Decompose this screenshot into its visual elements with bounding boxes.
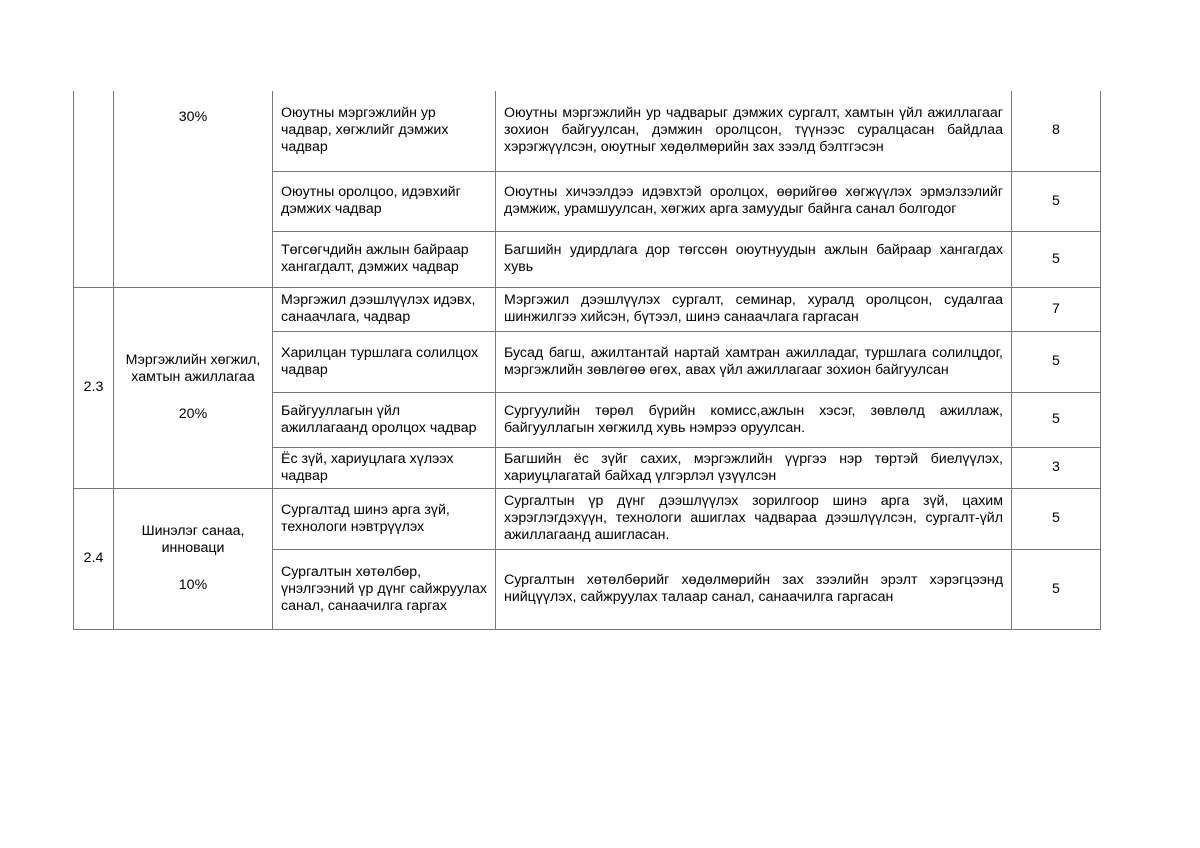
section-weight: 30% xyxy=(178,109,208,125)
description-cell: Багшийн ёс зүйг сахих, мэргэжлийн үүргээ нэр төртэй биелүүлэх, хариуцлагатай байхад үлгэрлэл үзүүлсэн xyxy=(496,447,1012,488)
score-cell: 5 xyxy=(1012,549,1101,629)
description-cell: Сургуулийн төрөл бүрийн комисс,ажлын хэсэг, зөвлөлд ажиллаж, байгууллагын хөгжилд хувь нэмрээ оруулсан. xyxy=(496,392,1012,447)
description-cell: Мэргэжил дээшлүүлэх сургалт, семинар, хуралд оролцсон, судалгаа шинжилгээ хийсэн, бүтээл, шинэ санаачлага гаргасан xyxy=(496,287,1012,331)
description-cell: Сургалтын хөтөлбөрийг хөдөлмөрийн зах зээлийн эрэлт хэрэгцээнд нийцүүлэх, сайжруулах талаар санал, санаачилга гаргасан xyxy=(496,549,1012,629)
criterion-cell: Харилцан туршлага солилцох чадвар xyxy=(273,331,496,392)
criterion-cell: Оюутны оролцоо, идэвхийг дэмжих чадвар xyxy=(273,171,496,231)
criterion-cell: Мэргэжил дээшлүүлэх идэвх, санаачлага, чадвар xyxy=(273,287,496,331)
description-cell: Бусад багш, ажилтантай нартай хамтран ажилладаг, туршлага солилцдог, мэргэжлийн зөвлөгөө өгөх, авах үйл ажиллагааг зохион байгуулсан xyxy=(496,331,1012,392)
criterion-cell: Оюутны мэргэжлийн ур чадвар, хөгжлийг дэмжих чадвар xyxy=(273,91,496,171)
section-name: Шинэлэг санаа, инноваци xyxy=(141,523,245,556)
criterion-cell: Төгсөгчдийн ажлын байраар хангагдалт, дэмжих чадвар xyxy=(273,231,496,287)
description-cell: Оюутны мэргэжлийн ур чадварыг дэмжих сургалт, хамтын үйл ажиллагааг зохион байгуулсан, дэмжин оролцсон, түүнээс суралцасан байдлаа хэрэгжүүлсэн, оюутныг хөдөлмөрийн зах зээлд бэлтгэсэн xyxy=(496,91,1012,171)
section-weight-cell xyxy=(114,91,273,287)
criterion-cell: Байгууллагын үйл ажиллагаанд оролцох чадвар xyxy=(273,392,496,447)
score-cell: 5 xyxy=(1012,331,1101,392)
score-cell: 3 xyxy=(1012,447,1101,488)
description-cell: Сургалтын үр дүнг дээшлүүлэх зорилгоор шинэ арга зүй, цахим хэрэглэгдэхүүн, технологи ашиглах чадвараа дээшлүүлсэн, сургалт-үйл ажиллагаанд ашигласан. xyxy=(496,488,1012,549)
score-cell: 5 xyxy=(1012,392,1101,447)
score-cell: 5 xyxy=(1012,488,1101,549)
description-cell: Оюутны хичээлдээ идэвхтэй оролцох, өөрийгөө хөгжүүлэх эрмэлзэлийг дэмжиж, урамшуулсан, хөгжих арга замуудыг байнга санал болгодог xyxy=(496,171,1012,231)
description-cell: Багшийн удирдлага дор төгссөн оюутнуудын ажлын байраар хангагдах хувь xyxy=(496,231,1012,287)
criterion-cell: Сургалтад шинэ арга зүй, технологи нэвтрүүлэх xyxy=(273,488,496,549)
section-area-cell xyxy=(114,488,273,629)
section-name: Мэргэжлийн хөгжил, хамтын ажиллагаа xyxy=(125,352,261,385)
section-weight: 20% xyxy=(178,406,208,422)
table-row xyxy=(74,488,1101,549)
score-cell: 7 xyxy=(1012,287,1101,331)
evaluation-table xyxy=(73,91,1101,630)
criterion-cell: Сургалтын хөтөлбөр, үнэлгээний үр дүнг сайжруулах санал, санаачилга гаргах xyxy=(273,549,496,629)
criterion-cell: Ёс зүй, хариуцлага хүлээх чадвар xyxy=(273,447,496,488)
score-cell: 8 xyxy=(1012,91,1101,171)
table-row xyxy=(74,91,1101,171)
section-number-cell: 2.3 xyxy=(74,287,114,488)
table-row xyxy=(74,287,1101,331)
score-cell: 5 xyxy=(1012,231,1101,287)
section-number-cell: 2.4 xyxy=(74,488,114,629)
section-weight: 10% xyxy=(178,577,208,593)
section-number-cell xyxy=(74,91,114,287)
section-area-cell xyxy=(114,287,273,488)
score-cell: 5 xyxy=(1012,171,1101,231)
